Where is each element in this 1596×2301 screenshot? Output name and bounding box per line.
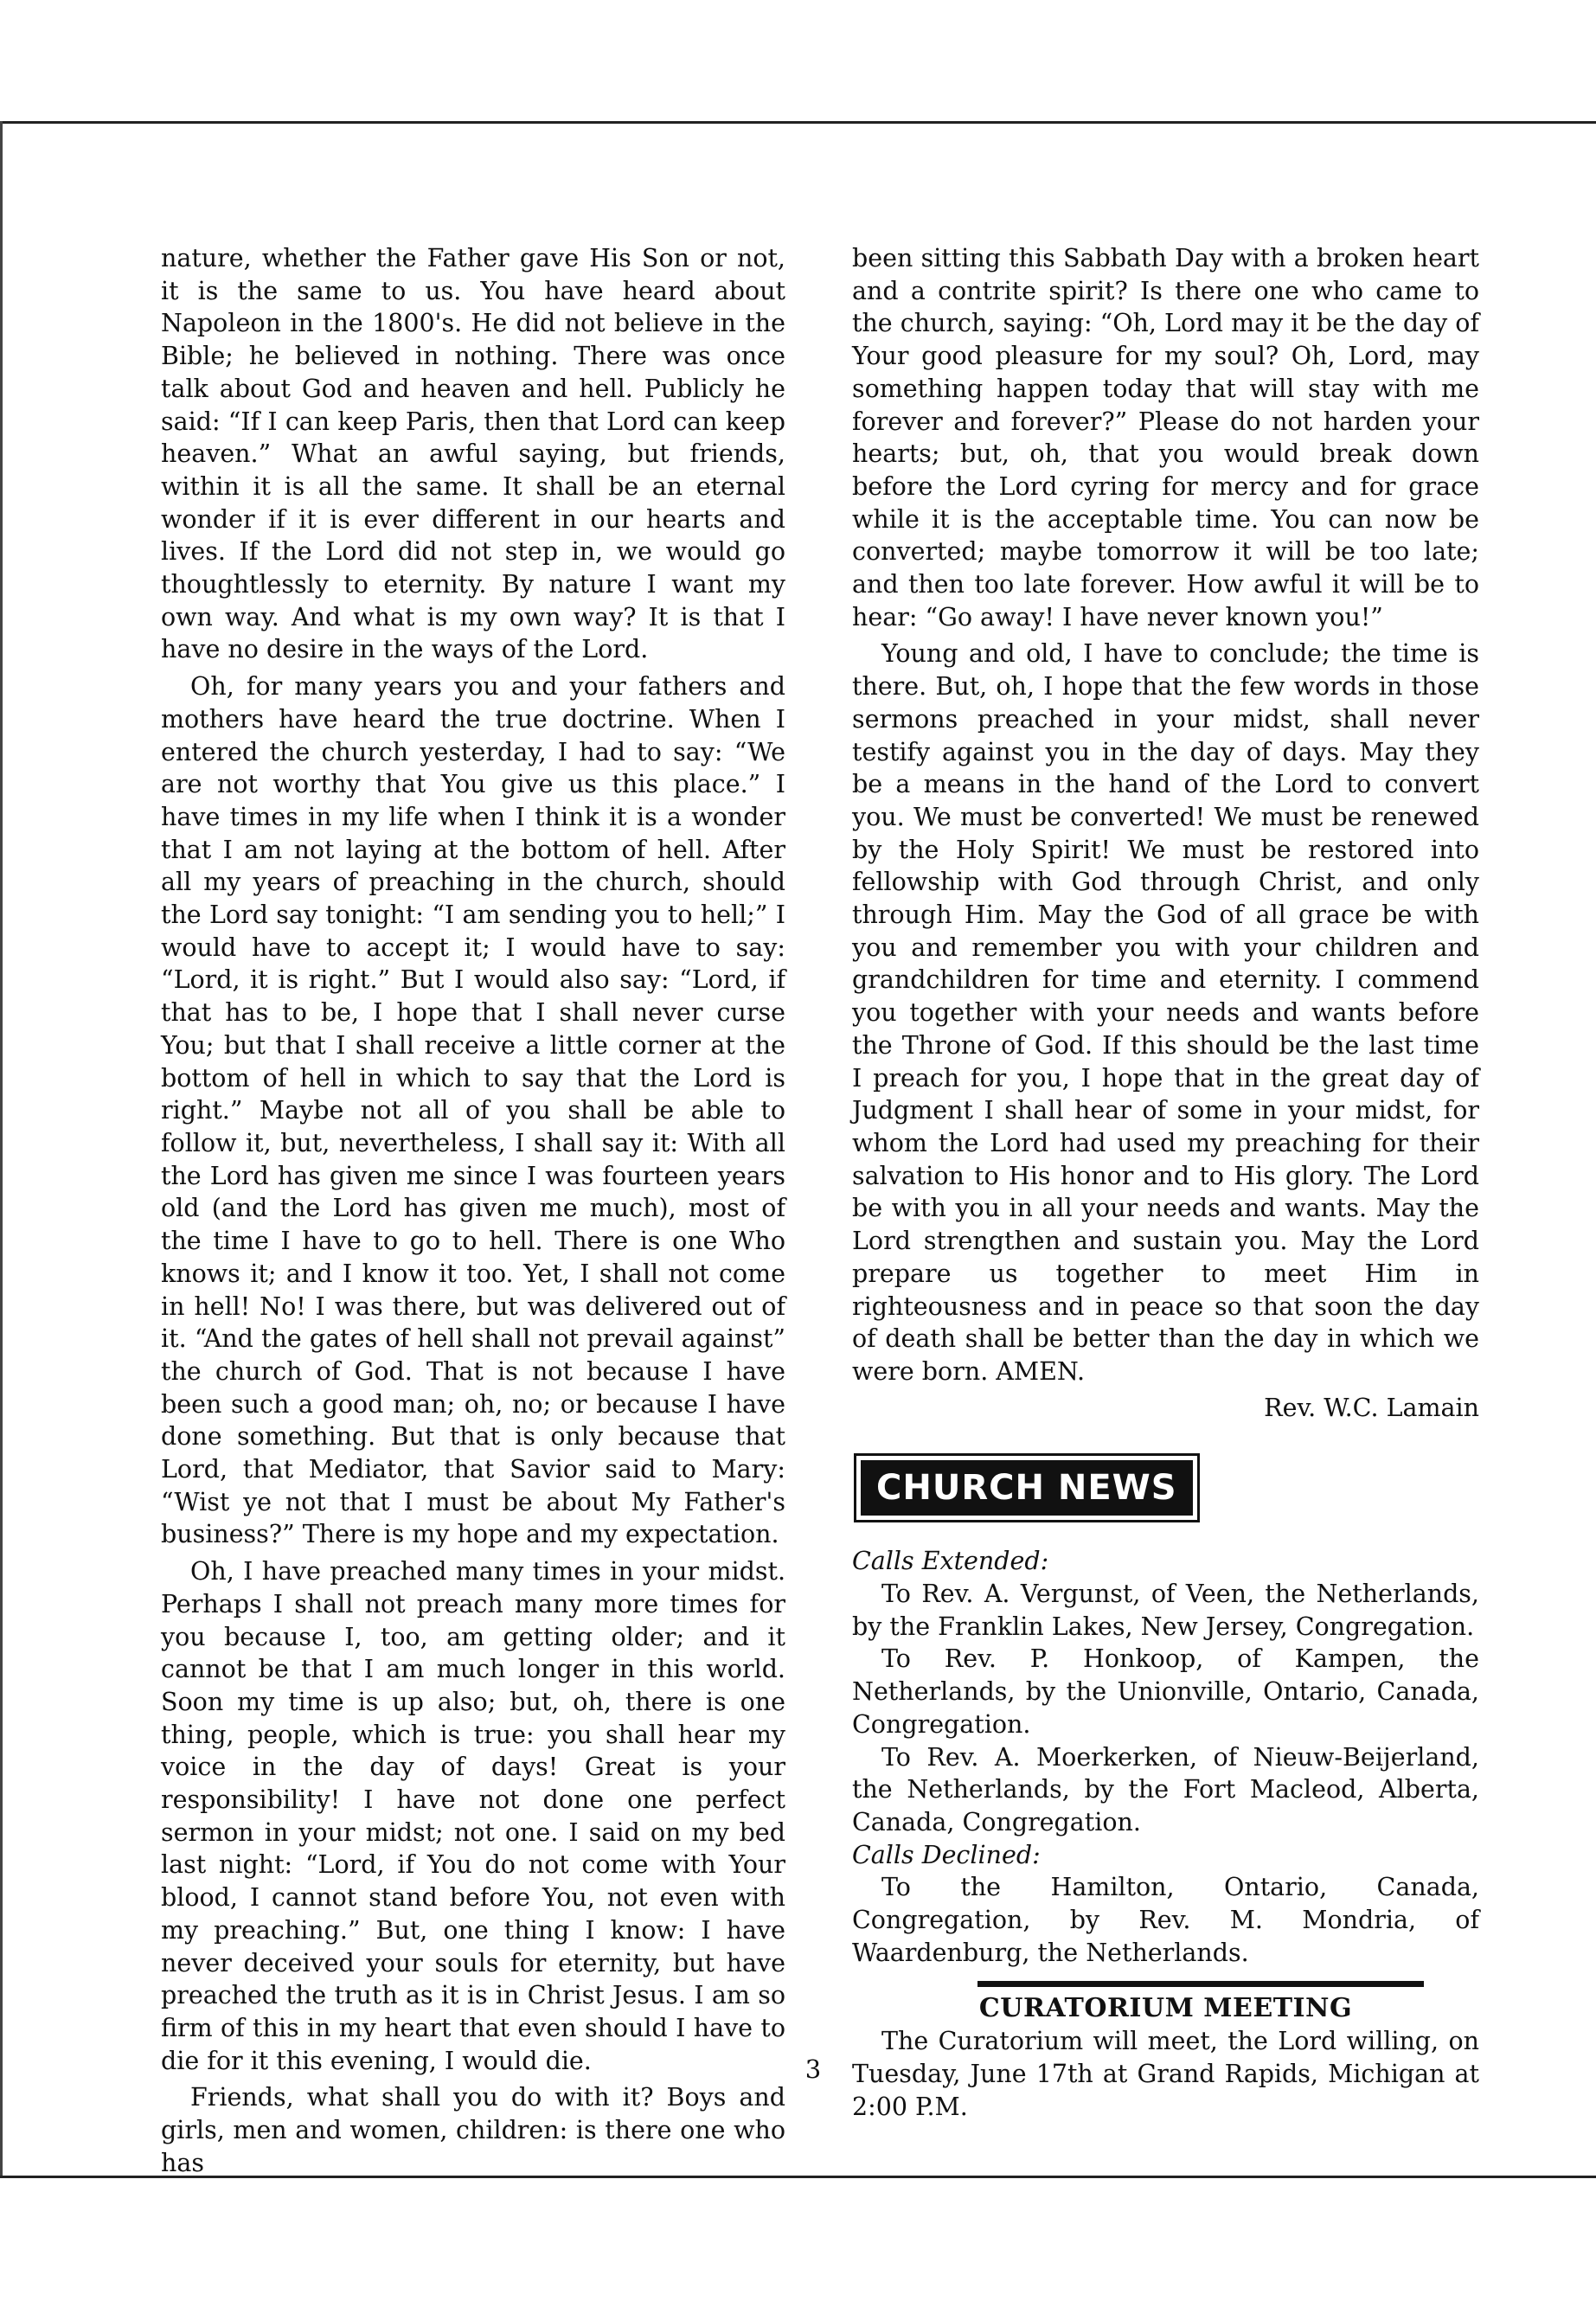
calls-declined-label: Calls Declined:: [852, 1840, 1041, 1869]
call-extended-item: To Rev. P. Honkoop, of Kampen, the Netherlands, by the Unionville, Ontario, Canada, Congregation.: [852, 1644, 1479, 1739]
right-paragraph-1: been sitting this Sabbath Day with a broken heart and a contrite spirit? Is there one who came to the church, saying: “Oh, Lord may it be the day of Your good pleasure for my soul? Oh, Lord, may something happen today that will stay with me forever and forever?” Please do not harden your hearts; but, oh, that you would break down before the Lord cyring for mercy and for grace while it is the acceptable time. You can now be converted; maybe tomorrow it will be too late; and then too late forever. How awful it will be to hear: “Go away! I have never known you!”: [852, 244, 1479, 631]
call-extended-item: To Rev. A. Moerkerken, of Nieuw-Beijerland, the Netherlands, by the Fort Macleod, Alberta, Canada, Congregation.: [852, 1742, 1479, 1836]
left-paragraph-1: nature, whether the Father gave His Son or not, it is the same to us. You have heard about Napoleon in the 1800's. He did not believe in the Bible; he believed in nothing. There was once talk about God and heaven and hell. Publicly he said: “If I can keep Paris, then that Lord can keep heaven.” What an awful saying, but friends, within it is all the same. It shall be an eternal wonder if it is ever different in our hearts and lives. If the Lord did not step in, we would go thoughtlessly to eternity. By nature I want my own way. And what is my own way? It is that I have no desire in the ways of the Lord.: [161, 244, 785, 664]
left-column: [161, 242, 785, 2179]
left-paragraph-3: Oh, I have preached many times in your midst. Perhaps I shall not preach many more times for you because I, too, am getting older; and it cannot be that I am much longer in this world. Soon my time is up also; but, oh, there is one thing, people, which is true: you shall hear my voice in the day of days! Great is your responsibility! I have not done one perfect sermon in your midst; not one. I said on my bed last night: “Lord, if You do not come with Your blood, I cannot stand before You, not even with my preaching.” But, one thing I know: I have never deceived your souls for eternity, but have preached the truth as it is in Christ Jesus. I am so firm of this in my heart that even should I have to die for it this evening, I would die.: [161, 1557, 785, 2075]
sermon-signature: Rev. W.C. Lamain: [1264, 1393, 1479, 1422]
left-edge-rule: [0, 121, 3, 2178]
church-news-banner: [854, 1453, 1200, 1522]
left-paragraph-4: Friends, what shall you do with it? Boys and girls, men and women, children: is there one who has: [161, 2083, 785, 2177]
top-border-rule: [0, 121, 1596, 124]
left-paragraph-2: Oh, for many years you and your fathers and mothers have heard the true doctrine. When I entered the church yesterday, I had to say: “We are not worthy that You give us this place.” I have times in my life when I think it is a wonder that I am not laying at the bottom of hell. After all my years of preaching in the church, should the Lord say tonight: “I am sending you to hell;” I would have to accept it; I would have to say: “Lord, it is right.” But I would also say: “Lord, if that has to be, I hope that I shall never curse You; but that I shall receive a little corner at the bottom of hell in which to say that the Lord is right.” Maybe not all of you shall be able to follow it, but, nevertheless, I shall say it: With all the Lord has given me since I was fourteen years old (and the Lord has given me much), most of the time I have to go to hell. There is one Who knows it; and I know it too. Yet, I shall not come in hell! No! I was there, but was delivered out of it. “And the gates of hell shall not prevail against” the church of God. That is not because I have been such a good man; oh, no; or because I have done something. But that is only because that Lord, that Mediator, that Savior said to Mary: “Wist ye not that I must be about My Father's business?” There is my hope and my expectation.: [161, 672, 785, 1549]
call-declined-item: To the Hamilton, Ontario, Canada, Congregation, by Rev. M. Mondria, of Waardenburg, the Netherlands.: [852, 1873, 1479, 1967]
right-paragraph-2: Young and old, I have to conclude; the time is there. But, oh, I hope that the few words in those sermons preached in your midst, shall never testify against you in the day of days. May they be a means in the hand of the Lord to convert you. We must be converted! We must be renewed by the Holy Spirit! We must be restored into fellowship with God through Christ, and only through Him. May the God of all grace be with you and remember you with your children and grandchildren for time and eternity. I commend you together with your needs and wants before the Throne of God. If this should be the last time I preach for you, I hope that in the great day of Judgment I shall hear of some in your midst, for whom the Lord had used my preaching for their salvation to His honor and to His glory. The Lord be with you in all your needs and wants. May the Lord strengthen and sustain you. May the Lord prepare us together to meet Him in righteousness and in peace so that soon the day of death shall be better than the day in which we were born. AMEN.: [852, 639, 1479, 1386]
section-divider: [977, 1981, 1424, 1987]
page-number: 3: [804, 2054, 822, 2084]
curatorium-text: The Curatorium will meet, the Lord willing, on Tuesday, June 17th at Grand Rapids, Michigan at 2:00 P.M.: [852, 2027, 1479, 2121]
calls-extended-label: Calls Extended:: [852, 1547, 1049, 1576]
church-news-title: CHURCH NEWS: [861, 1460, 1193, 1516]
right-column: [852, 242, 1479, 2123]
call-extended-item: To Rev. A. Vergunst, of Veen, the Netherlands, by the Franklin Lakes, New Jersey, Congregation.: [852, 1580, 1479, 1641]
curatorium-heading: CURATORIUM MEETING: [978, 1993, 1353, 2024]
